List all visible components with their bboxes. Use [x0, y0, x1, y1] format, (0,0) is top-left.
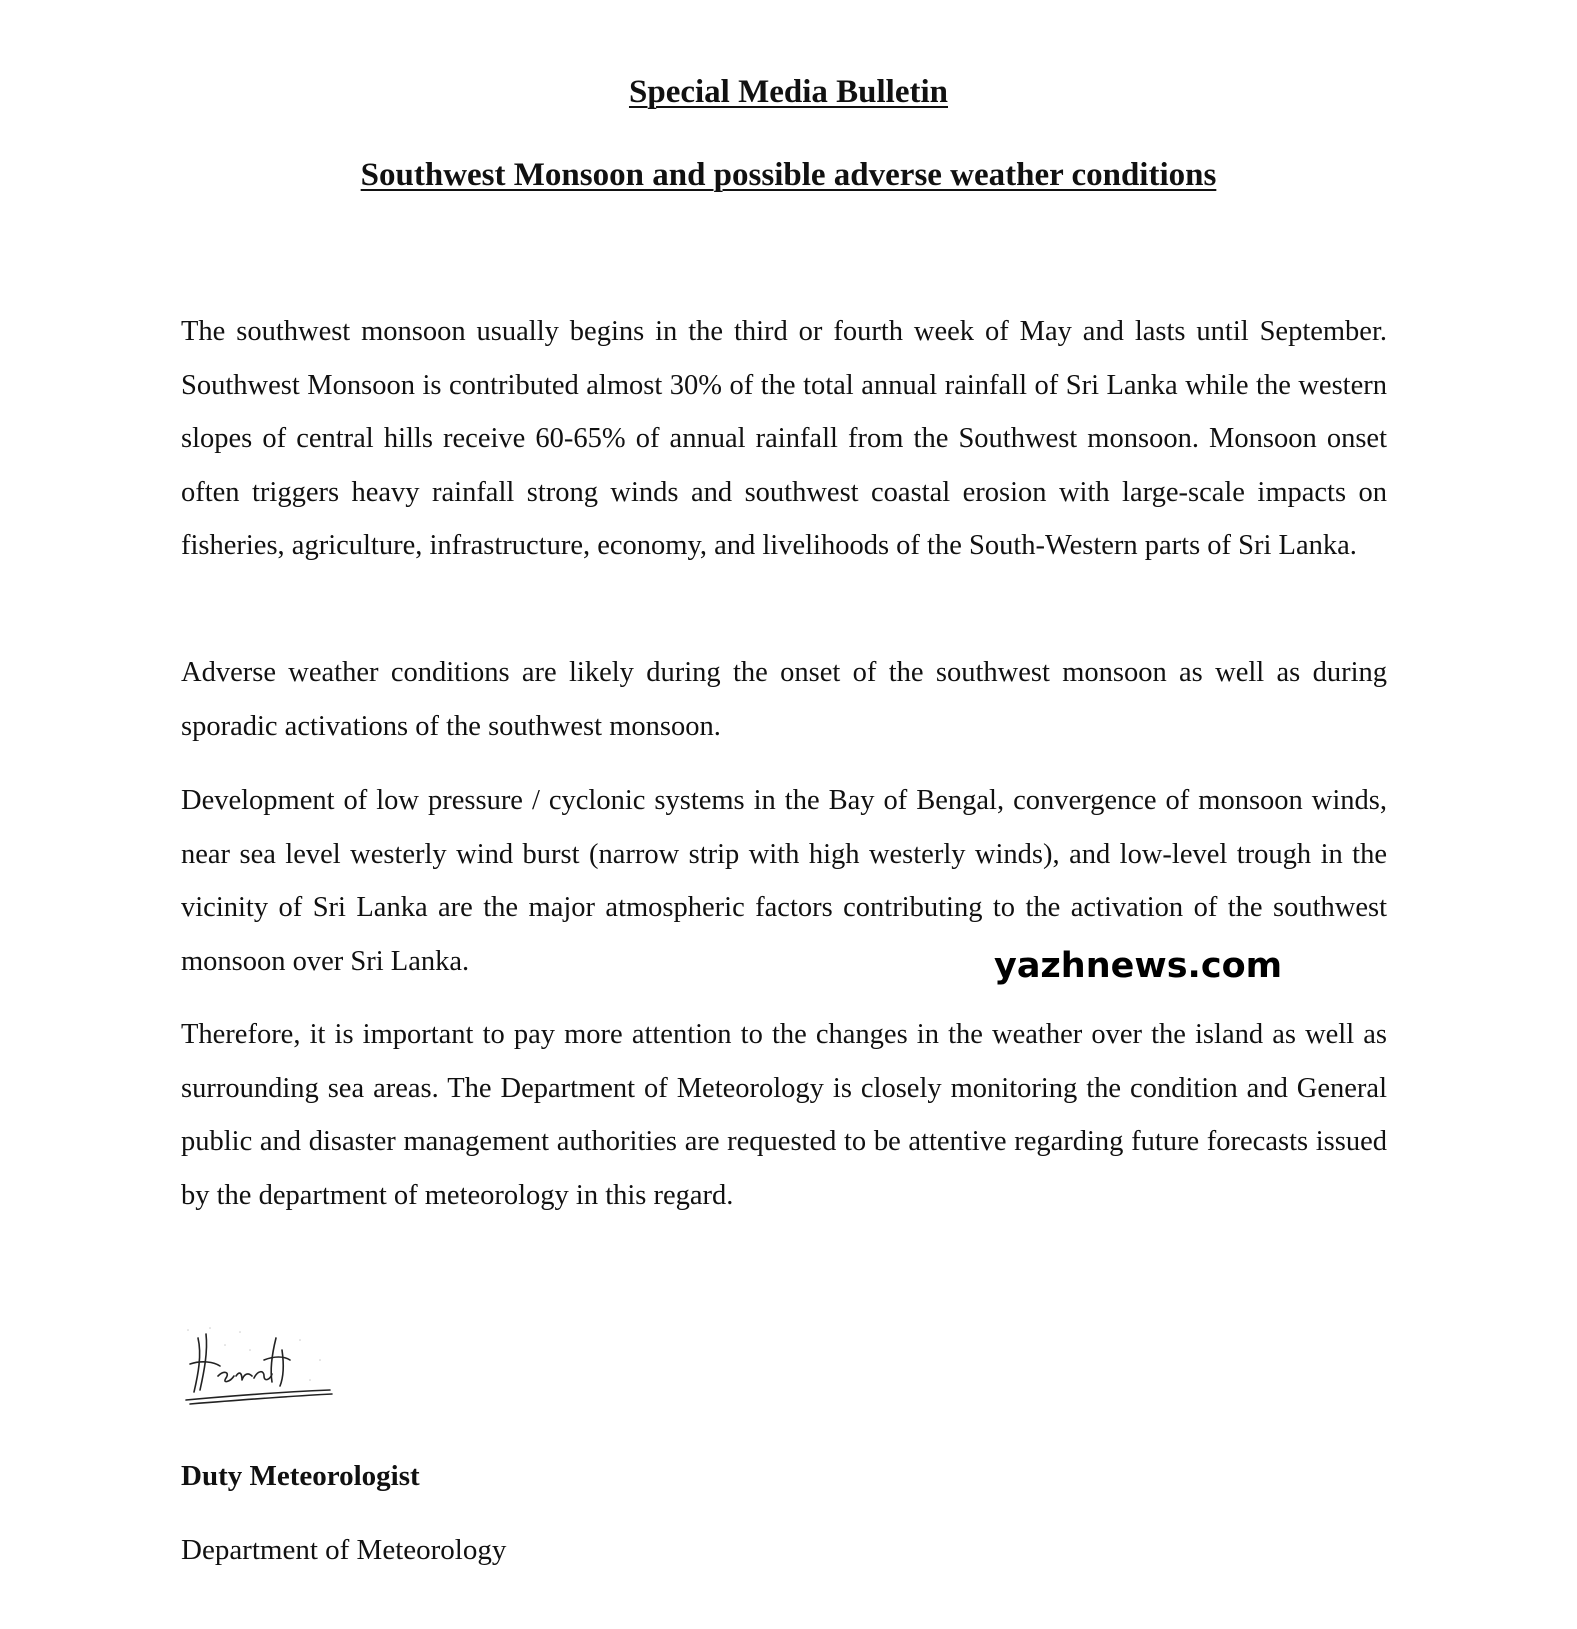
paragraph-atmospheric-factors: Development of low pressure / cyclonic systems in the Bay of Bengal, convergence of monsoon winds, near sea level westerly wind burst (narrow strip with high westerly winds), and low-level trough in the vicinity of Sri Lanka are the major atmospheric factors contributing to the activation of the southwest monsoon over Sri Lanka. — [181, 785, 1387, 977]
watermark-text: yazhnews.com — [994, 946, 1283, 986]
signatory-title: Duty Meteorologist — [181, 1460, 420, 1492]
document-title: Special Media Bulletin — [628, 74, 948, 110]
paragraph-public-advisory: Therefore, it is important to pay more attention to the changes in the weather over the island as well as surrounding sea areas. The Department of Meteorology is closely monitoring the condition and General public and disaster management authorities are requested to be attentive regarding future forecasts issued by the department of meteorology in this regard. — [181, 1019, 1387, 1211]
signatory-department: Department of Meteorology — [181, 1534, 507, 1566]
signature-icon — [180, 1320, 340, 1410]
paragraph-monsoon-overview: The southwest monsoon usually begins in the third or fourth week of May and lasts until September. Southwest Monsoon is contributed almost 30% of the total annual rainfall of Sri Lanka while the western slopes of central hills receive 60-65% of annual rainfall from the Southwest monsoon. Monsoon onset often triggers heavy rainfall strong winds and southwest coastal erosion with large-scale impacts on fisheries, agriculture, infrastructure, economy, and livelihoods of the South-Western parts of Sri Lanka. — [181, 316, 1387, 561]
paragraph-adverse-weather: Adverse weather conditions are likely during the onset of the southwest monsoon as well as during sporadic activations of the southwest monsoon. — [181, 657, 1387, 742]
document-subtitle: Southwest Monsoon and possible adverse weather conditions — [360, 157, 1217, 193]
